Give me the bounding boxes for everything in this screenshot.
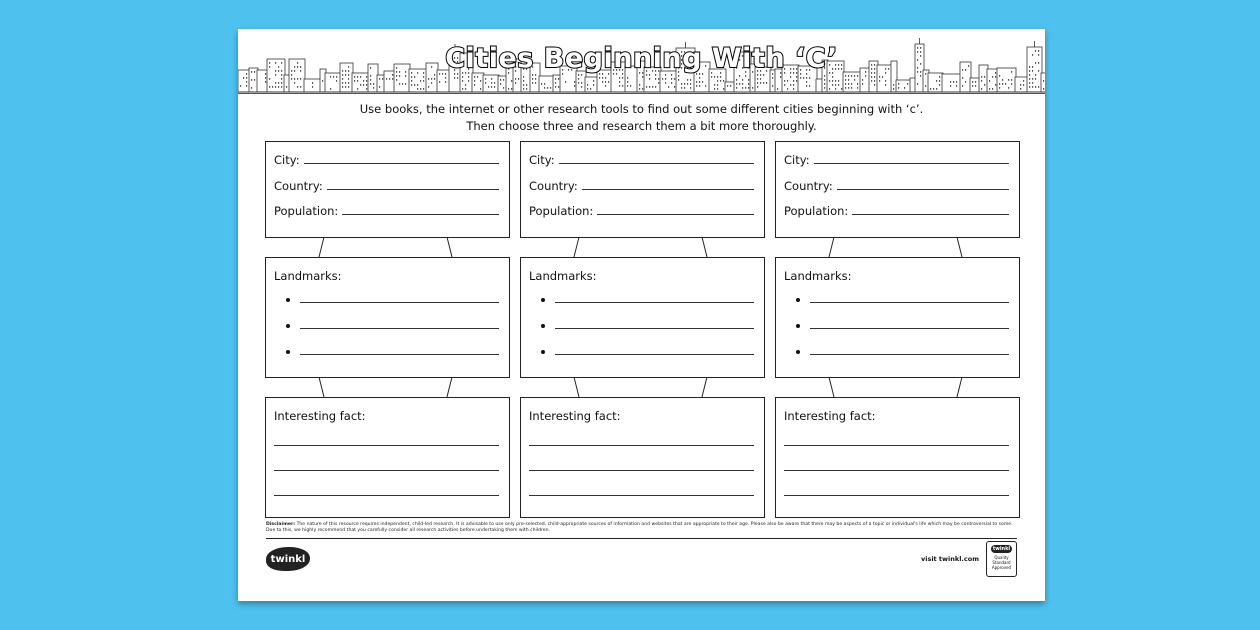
population-input-line[interactable] — [852, 214, 1009, 215]
landmark-entry[interactable] — [796, 344, 1009, 358]
bullet-icon — [286, 350, 290, 354]
country-field[interactable]: Country: — [529, 177, 754, 193]
instructions-line-1: Use books, the internet or other research tools to find out some different cities beginning with ‘c’. — [359, 102, 924, 116]
box-connector — [265, 237, 510, 258]
box-connector — [775, 377, 1020, 398]
landmark-entry[interactable] — [286, 344, 499, 358]
bullet-icon — [541, 350, 545, 354]
interesting-fact-box — [520, 397, 765, 518]
population-field[interactable]: Population: — [784, 202, 1009, 218]
fact-writing-line[interactable] — [529, 470, 754, 471]
city-input-line[interactable] — [559, 163, 754, 164]
disclaimer-text: The nature of this resource requires independent, child-led research. It is advisable to use only pre-selected, child-appropriate sources of information and websites that are appropriate to their age. Please also be aware that there may be aspects of a topic or individual's life which may be controversial to some. Due to this, we highly recommend that you carefully consider all research activities before undertaking them with children. — [266, 522, 1013, 533]
city-field[interactable]: City: — [274, 151, 499, 167]
bullet-icon — [541, 324, 545, 328]
bullet-icon — [286, 298, 290, 302]
skyline-banner — [238, 29, 1045, 94]
landmarks-label: Landmarks: — [274, 269, 342, 283]
fact-writing-line[interactable] — [274, 470, 499, 471]
interesting-fact-box — [775, 397, 1020, 518]
city-info-box — [265, 141, 510, 238]
country-input-line[interactable] — [582, 189, 754, 190]
city-input-line[interactable] — [814, 163, 1009, 164]
page-title: Cities Beginning With ‘C’ — [445, 43, 838, 74]
landmark-entry[interactable] — [796, 318, 1009, 332]
landmark-entry[interactable] — [796, 292, 1009, 306]
interesting-fact-label: Interesting fact: — [274, 409, 366, 423]
landmark-entry[interactable] — [541, 344, 754, 358]
box-connector — [775, 237, 1020, 258]
disclaimer — [266, 522, 1017, 534]
fact-writing-line[interactable] — [274, 445, 499, 446]
country-field[interactable]: Country: — [274, 177, 499, 193]
footer-divider — [266, 538, 1017, 539]
interesting-fact-box — [265, 397, 510, 518]
interesting-fact-label: Interesting fact: — [784, 409, 876, 423]
disclaimer-label: Disclaimer: — [266, 522, 296, 527]
instructions-line-2: Then choose three and research them a bit more thoroughly. — [466, 119, 817, 133]
population-input-line[interactable] — [597, 214, 754, 215]
box-connector — [265, 377, 510, 398]
fact-writing-line[interactable] — [784, 470, 1009, 471]
city-field[interactable]: City: — [529, 151, 754, 167]
bullet-icon — [286, 324, 290, 328]
fact-writing-line[interactable] — [784, 495, 1009, 496]
city-info-box — [775, 141, 1020, 238]
population-input-line[interactable] — [342, 214, 499, 215]
box-connector — [520, 377, 765, 398]
badge-title: twinkl — [992, 546, 1011, 552]
box-connector — [520, 237, 765, 258]
fact-writing-line[interactable] — [529, 445, 754, 446]
fact-writing-line[interactable] — [274, 495, 499, 496]
bullet-icon — [541, 298, 545, 302]
country-input-line[interactable] — [837, 189, 1009, 190]
landmarks-box — [520, 257, 765, 378]
population-field[interactable]: Population: — [274, 202, 499, 218]
twinkl-logo[interactable]: twinkl — [266, 547, 310, 571]
landmarks-box — [775, 257, 1020, 378]
country-field[interactable]: Country: — [784, 177, 1009, 193]
quality-badge-icon — [986, 541, 1017, 577]
landmarks-box — [265, 257, 510, 378]
landmarks-label: Landmarks: — [784, 269, 852, 283]
visit-link[interactable]: visit twinkl.com — [920, 555, 979, 563]
landmark-entry[interactable] — [286, 292, 499, 306]
bullet-icon — [796, 298, 800, 302]
country-input-line[interactable] — [327, 189, 499, 190]
city-info-box — [520, 141, 765, 238]
fact-writing-line[interactable] — [784, 445, 1009, 446]
landmarks-label: Landmarks: — [529, 269, 597, 283]
city-input-line[interactable] — [304, 163, 499, 164]
bullet-icon — [796, 324, 800, 328]
landmark-entry[interactable] — [541, 318, 754, 332]
interesting-fact-label: Interesting fact: — [529, 409, 621, 423]
landmark-entry[interactable] — [541, 292, 754, 306]
badge-caption: Quality Standard Approved — [991, 555, 1012, 570]
fact-writing-line[interactable] — [529, 495, 754, 496]
city-field[interactable]: City: — [784, 151, 1009, 167]
bullet-icon — [796, 350, 800, 354]
landmark-entry[interactable] — [286, 318, 499, 332]
worksheet — [238, 29, 1045, 601]
population-field[interactable]: Population: — [529, 202, 754, 218]
instructions — [238, 101, 1045, 135]
